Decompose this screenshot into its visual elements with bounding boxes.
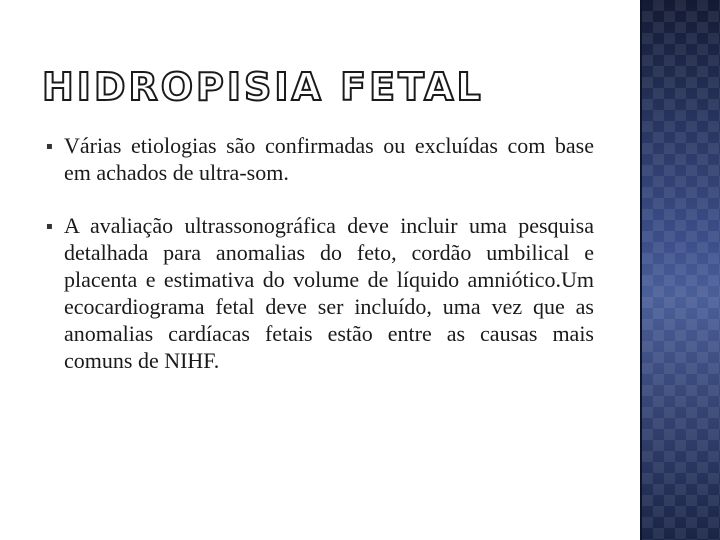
decorative-side-panel bbox=[642, 0, 720, 540]
list-item bbox=[46, 212, 594, 374]
list-item bbox=[46, 132, 594, 186]
bullet-dot-icon: ▪ bbox=[46, 141, 53, 152]
bullet-text: Várias etiologias são confirmadas ou excluídas com base em achados de ultra-som. bbox=[64, 133, 594, 185]
bullet-list bbox=[46, 132, 594, 400]
bullet-text: A avaliação ultrassonográfica deve incluir uma pesquisa detalhada para anomalias do feto, cordão umbilical e placenta e estimativa do volume de líquido amniótico.Um ecocardiograma fetal deve ser incluído, uma vez que as anomalias cardíacas fetais estão entre as causas mais comuns de NIHF. bbox=[64, 213, 594, 373]
slide-title: HIDROPISIA FETAL bbox=[42, 65, 484, 109]
bullet-dot-icon: ▪ bbox=[46, 221, 53, 232]
